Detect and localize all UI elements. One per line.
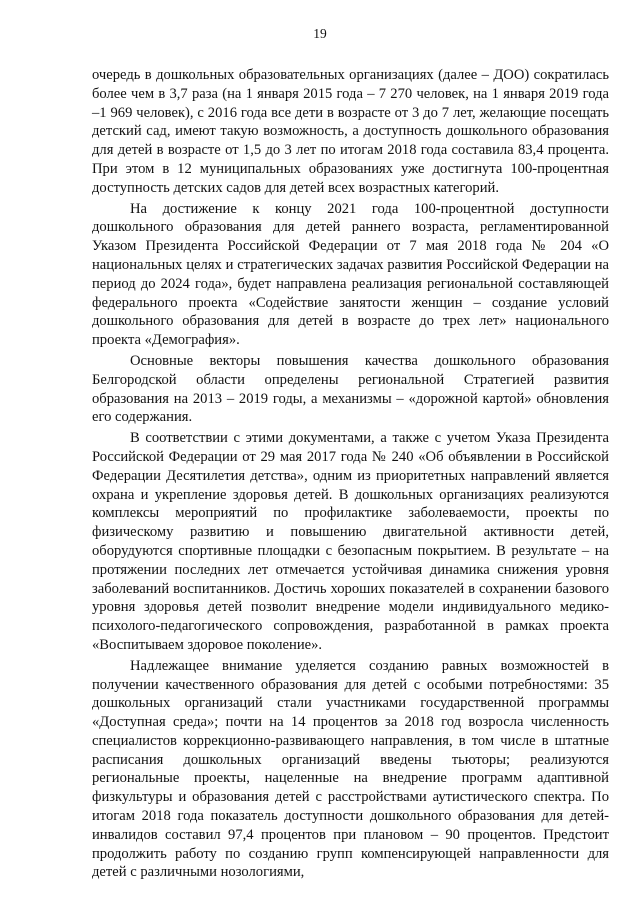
paragraph-health-protection: В соответствии с этими документами, а также с учетом Указа Президента Российской Федерации от 29 мая 2017 года № 240 «Об объявлении в Российской Федерации Десятилетия детства», одним из приоритетных направлений является охрана и укрепление здоровья детей. В дошкольных организациях реализуются комплексы мероприятий по профилактике заболеваемости, проекты по физическому развитию и повышению двигательной активности детей, оборудуются спортивные площадки с безопасным покрытием. В результате – на протяжении последних лет отмечается устойчивая динамика снижения уровня заболеваний воспитанников. Достичь хороших показателей в сохранении базового уровня здоровья детей позволит внедрение модели индивидуального медико-психолого-педагогического сопровождения, разработанной в рамках проекта «Воспитываем здоровое поколение». [92,430,609,653]
paragraph-early-age-accessibility: На достижение к концу 2021 года 100-процентной доступности дошкольного образования для детей раннего возраста, регламентированной Указом Президента Российской Федерации от 7 мая 2018 года № 204 «О национальных целях и стратегических задачах развития Российской Федерации на период до 2024 года», будет направлена реализация региональной составляющей федерального проекта «Содействие занятости женщин – создание условий дошкольного образования для детей в возрасте до трех лет» национального проекта «Демография». [92,200,609,349]
paragraph-queue-reduction: очередь в дошкольных образовательных организациях (далее – ДОО) сократилась более чем в 3,7 раза (на 1 января 2015 года – 7 270 человек, на 1 января 2019 года –1 969 человек), с 2016 года все дети в возрасте от 3 до 7 лет, желающие посещать детский сад, имеют такую возможность, а доступность дошкольного образования для детей в возрасте от 1,5 до 3 лет по итогам 2018 года составила 83,4 процента. При этом в 12 муниципальных образованиях уже достигнута 100-процентная доступность детских садов для детей всех возрастных категорий. [92,67,609,196]
page-number: 19 [313,26,327,41]
paragraph-special-needs: Надлежащее внимание уделяется созданию равных возможностей в получении качественного образования для детей с особыми потребностями: 35 дошкольных организаций стали участниками государственной программы «Доступная среда»; почти на 14 процентов за 2018 год возросла численность специалистов коррекционно-развивающего направления, в том числе в штатные расписания дошкольных организаций введены тьюторы; реализуются региональные проекты, нацеленные на внедрение программ адаптивной физкультуры и образования детей с расстройствами аутистического спектра. По итогам 2018 года показатель доступности дошкольного образования для детей-инвалидов составил 97,4 процентов при плановом – 90 процентов. Предстоит продолжить работу по созданию групп компенсирующей направленности для детей с различными нозологиями, [92,657,609,881]
paragraph-quality-vectors: Основные векторы повышения качества дошкольного образования Белгородской области определены региональной Стратегией развития образования на 2013 – 2019 годы, а механизмы – «дорожной картой» обновления его содержания. [92,352,609,426]
body-text [92,66,609,882]
